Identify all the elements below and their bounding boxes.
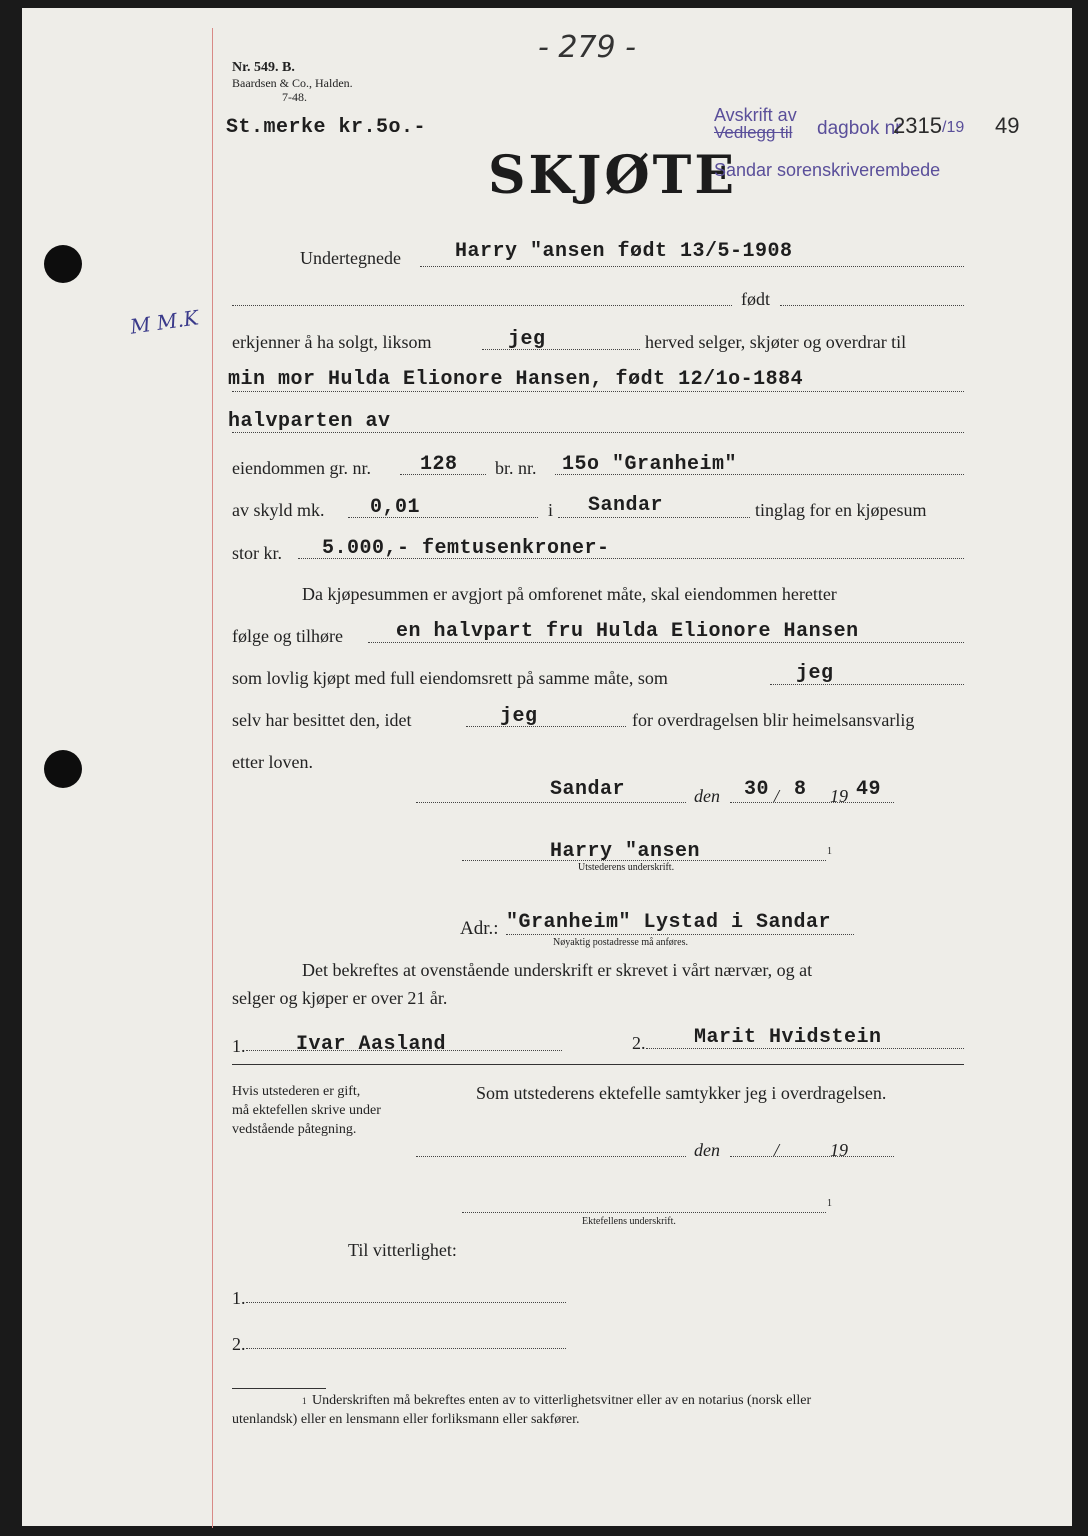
address: "Granheim" Lystad i Sandar	[506, 911, 832, 934]
label-som-lovlig: som lovlig kjøpt med full eiendomsrett på samme måte, som	[232, 668, 668, 688]
label-den-2: den	[694, 1140, 720, 1160]
margin-initials: M M.K	[128, 305, 200, 339]
label-den: den	[694, 786, 720, 806]
dotted-line	[506, 934, 854, 935]
document-sheet	[22, 8, 1072, 1526]
footnote-mark-2: 1	[827, 1198, 832, 1209]
footnote-mark: 1	[827, 846, 832, 857]
footnote-2: utenlandsk) eller en lensmann eller forliksmann eller sakfører.	[232, 1412, 580, 1427]
label-br-nr: br. nr.	[495, 458, 537, 478]
label-fodt: født	[741, 289, 770, 309]
footnote-mark-3: 1	[302, 1396, 307, 1406]
dotted-line	[482, 349, 640, 350]
label-for-overdragelsen: for overdragelsen blir heimelsansvarlig	[632, 710, 915, 730]
date-slash-2: /	[774, 1140, 780, 1160]
dotted-line	[462, 1212, 826, 1213]
label-nineteen: 19	[830, 786, 848, 806]
dotted-line	[730, 802, 894, 803]
stamp-struck: Vedlegg til	[714, 123, 793, 142]
footnote-1: Underskriften må bekreftes enten av to vitterlighetsvitner eller av en notarius (norsk eller	[312, 1393, 812, 1408]
dotted-line	[730, 1156, 894, 1157]
label-utstederens-underskrift: Utstederens underskrift.	[578, 862, 675, 873]
stamp-year-prefix: /19	[942, 119, 965, 136]
tilhore: en halvpart fru Hulda Elionore Hansen	[396, 620, 859, 643]
dotted-line	[232, 391, 964, 392]
place: Sandar	[550, 778, 626, 801]
month: 8	[794, 778, 807, 801]
portion: halvparten av	[228, 410, 391, 433]
section-divider	[232, 1064, 964, 1065]
label-vitterlighet-1: 1.	[232, 1288, 246, 1308]
dotted-line	[780, 305, 964, 306]
form-number: Nr. 549. B.	[232, 60, 295, 75]
price: 5.000,- femtusenkroner-	[322, 537, 610, 560]
stamp-above: Avskrift av	[714, 105, 797, 125]
dotted-line	[416, 1156, 686, 1157]
year: 49	[856, 778, 882, 801]
day: 30	[744, 778, 770, 801]
dotted-line	[416, 802, 686, 803]
witness-2: Marit Hvidstein	[694, 1026, 882, 1049]
stamp-dagbok: dagbok nr	[817, 118, 902, 139]
label-vitterlighet-2: 2.	[232, 1334, 246, 1354]
page-number: - 279 -	[538, 30, 636, 65]
stamp-office: Sandar sorenskriverembede	[714, 160, 941, 180]
liksom-value: jeg	[508, 328, 546, 351]
gr-nr: 128	[420, 453, 458, 476]
seller-name: Harry "ansen født 13/5-1908	[455, 240, 793, 263]
margin-rule	[212, 28, 213, 1528]
text-etter-loven: etter loven.	[232, 752, 313, 772]
document-title: SKJØTE	[488, 145, 737, 206]
label-tinglag: tinglag for en kjøpesum	[755, 500, 927, 520]
stamp-fee: St.merke kr.5o.-	[226, 116, 427, 139]
label-i: i	[548, 500, 554, 520]
dotted-line	[232, 305, 732, 306]
idet-value: jeg	[500, 705, 538, 728]
buyer: min mor Hulda Elionore Hansen, født 12/1o-1884	[228, 368, 804, 391]
print-date: 7-48.	[282, 90, 307, 104]
label-erkjenner: erkjenner å ha solgt, liksom	[232, 332, 432, 352]
text-hvis-1: Hvis utstederen er gift,	[232, 1084, 361, 1099]
label-stor-kr: stor kr.	[232, 543, 283, 563]
text-da-kjopesummen: Da kjøpesummen er avgjort på omforenet måte, skal eiendommen heretter	[302, 584, 837, 604]
text-bekreftes-2: selger og kjøper er over 21 år.	[232, 988, 448, 1008]
text-som-utstederens: Som utstederens ektefelle samtykker jeg i overdragelsen.	[476, 1083, 887, 1103]
seller-signature: Harry "ansen	[550, 840, 701, 863]
date-slash: /	[774, 786, 780, 806]
dotted-line	[246, 1302, 566, 1303]
label-herved: herved selger, skjøter og overdrar til	[645, 332, 907, 352]
skyld: 0,01	[370, 496, 421, 519]
som-value: jeg	[796, 662, 834, 685]
label-folge: følge og tilhøre	[232, 626, 343, 646]
dotted-line	[420, 266, 964, 267]
text-hvis-2: må ektefellen skrive under	[232, 1103, 381, 1118]
punch-hole	[44, 750, 82, 788]
label-noyaktig: Nøyaktig postadresse må anføres.	[553, 937, 688, 948]
tinglag: Sandar	[588, 494, 664, 517]
label-undertegnede: Undertegnede	[300, 248, 401, 268]
br-nr: 15o "Granheim"	[562, 453, 738, 476]
printer-name: Baardsen & Co., Halden.	[232, 76, 353, 90]
stamp-entry-number: 2315	[893, 113, 942, 138]
label-witness-2: 2.	[632, 1033, 646, 1053]
label-eiendommen: eiendommen gr. nr.	[232, 458, 371, 478]
dotted-line	[466, 726, 626, 727]
label-av-skyld: av skyld mk.	[232, 500, 325, 520]
label-ektefellens-underskrift: Ektefellens underskrift.	[582, 1216, 676, 1227]
label-til-vitterlighet: Til vitterlighet:	[348, 1240, 457, 1260]
witness-1: Ivar Aasland	[296, 1033, 447, 1056]
dotted-line	[246, 1348, 566, 1349]
stamp-year: 49	[995, 113, 1020, 138]
dotted-line	[558, 517, 750, 518]
footnote-rule	[232, 1388, 326, 1389]
label-witness-1: 1.	[232, 1036, 246, 1056]
punch-hole	[44, 245, 82, 283]
text-bekreftes-1: Det bekreftes at ovenstående underskrift er skrevet i vårt nærvær, og at	[302, 960, 813, 980]
label-nineteen-2: 19	[830, 1140, 848, 1160]
label-adr: Adr.:	[460, 918, 499, 939]
text-hvis-3: vedstående påtegning.	[232, 1122, 357, 1137]
label-selv-har: selv har besittet den, idet	[232, 710, 412, 730]
